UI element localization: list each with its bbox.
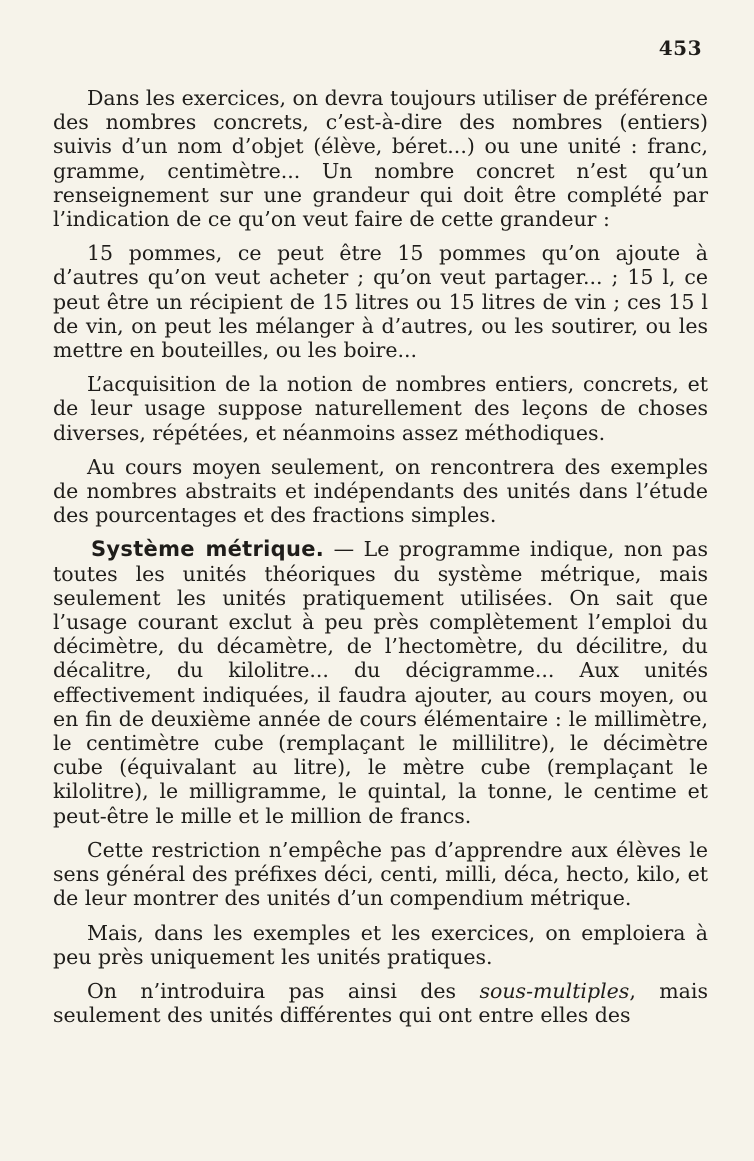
page-number: 453 <box>658 36 702 60</box>
paragraph-examples: 15 pommes, ce peut être 15 pommes qu’on ajoute à d’autres qu’on veut acheter ; qu’on veut partager... ; 15 l, ce peut être un récipient de 15 litres ou 15 litres de vin ; ces 15 l de vin, on peut les mélanger à d’autres, ou les soutirer, ou les mettre en bouteilles, ou les boire... <box>53 241 708 363</box>
italic-term: sous-multiples <box>479 978 630 1003</box>
paragraph-sous-multiples <box>53 979 708 1027</box>
paragraph-systeme-metrique <box>53 537 708 827</box>
section-heading: Système métrique. <box>91 537 325 562</box>
text-after: , mais seulement des unités différentes qui ont entre elles des <box>53 978 708 1028</box>
paragraph-exercises: Dans les exercices, on devra toujours utiliser de préférence des nombres concrets, c’est-à-dire des nombres (entiers) suivis d’un nom d’objet (élève, béret...) ou une unité : franc, gramme, centimètre... Un nombre concret n’est qu’un renseignement sur une grandeur qui doit être complété par l’indication de ce qu’on veut faire de cette grandeur : <box>53 86 708 232</box>
paragraph-cours-moyen: Au cours moyen seulement, on rencontrera des exemples de nombres abstraits et indépendants des unités dans l’étude des pourcentages et des fractions simples. <box>53 454 708 528</box>
section-heading-text: — Le programme indique, non pas toutes les unités théoriques du système métrique, mais seulement les unités pratiquement utilisées. On sait que l’usage courant exclut à peu près complètement l’emploi du décimètre, du décamètre, de l’hectomètre, du décilitre, du décalitre, du kilolitre... du décigramme... Aux unités effectivement indiquées, il faudra ajouter, au cours moyen, ou en fin de deuxième année de cours élémentaire : le millimètre, le centimètre cube (remplaçant le millilitre), le décimètre cube (équivalant au litre), le mètre cube (remplaçant le kilolitre), le milligramme, le quintal, la tonne, le centime et peut-être le mille et le million de francs. <box>53 537 708 828</box>
paragraph-acquisition: L’acquisition de la notion de nombres entiers, concrets, et de leur usage suppose naturellement des leçons de choses diverses, répétées, et néanmoins assez méthodiques. <box>53 372 708 445</box>
paragraph-unites-pratiques: Mais, dans les exemples et les exercices, on emploiera à peu près uniquement les unités pratiques. <box>53 920 708 969</box>
text-before: On n’introduira pas ainsi des <box>87 978 480 1003</box>
paragraph-restriction: Cette restriction n’empêche pas d’apprendre aux élèves le sens général des préfixes déci, centi, milli, déca, hecto, kilo, et de leur montrer des unités d’un compendium métrique. <box>53 837 708 911</box>
